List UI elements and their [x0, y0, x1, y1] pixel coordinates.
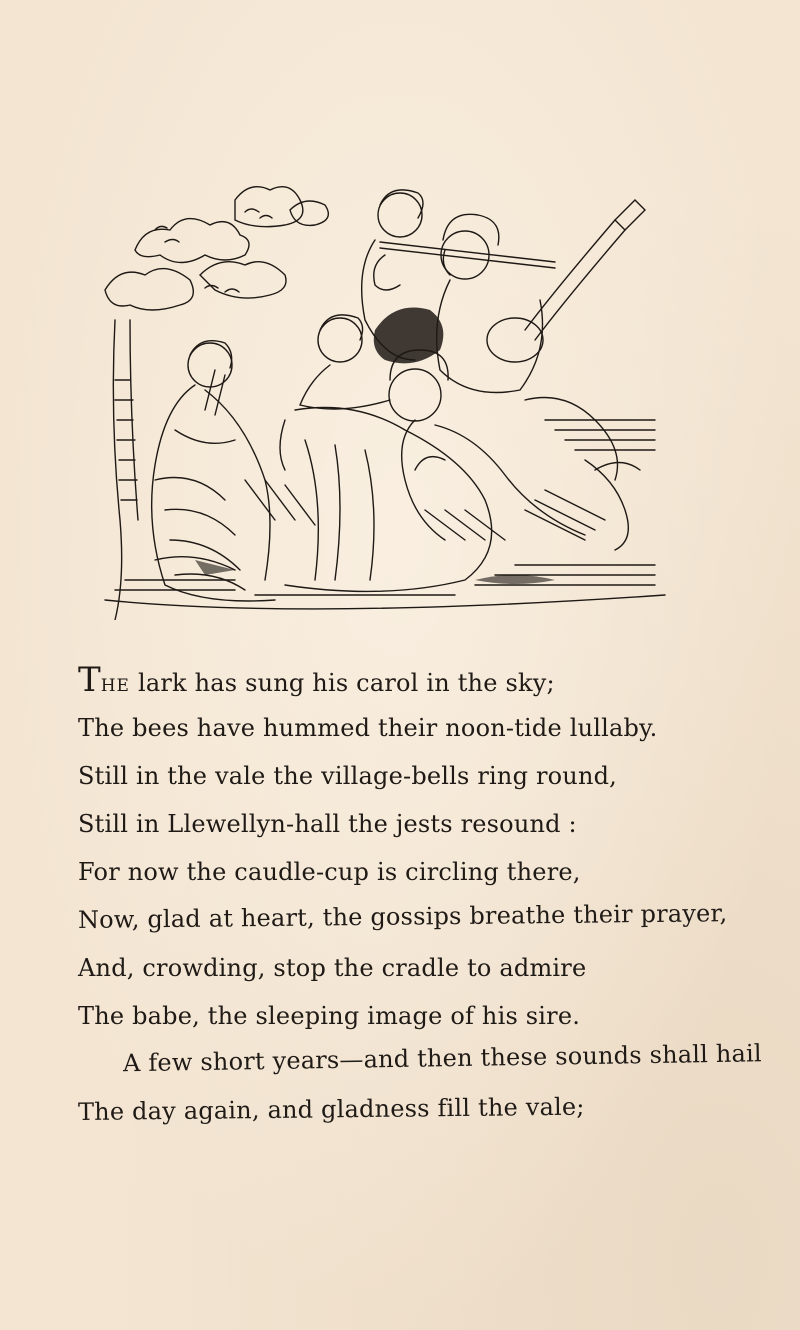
small-caps-word: HE	[100, 676, 130, 696]
poem-line-10: The day again, and gladness fill the vale;	[77, 1092, 585, 1126]
poem-line-7: And, crowding, stop the cradle to admire	[78, 954, 587, 982]
poem-line-9: A few short years—and then these sounds shall hail	[122, 1039, 762, 1078]
poem-line-1-rest: lark has sung his carol in the sky;	[137, 669, 555, 697]
poem-text	[77, 660, 762, 1148]
poem-line-5: For now the caudle-cup is circling there,	[78, 858, 581, 886]
poem-line-6: Now, glad at heart, the gossips breathe their prayer,	[77, 899, 728, 934]
poem-line-2: The bees have hummed their noon-tide lullaby.	[78, 714, 658, 742]
engraving-illustration	[95, 180, 670, 620]
drop-cap: T	[78, 660, 101, 700]
poem-line-4: Still in Llewellyn-hall the jests resound :	[78, 810, 577, 838]
poem-line-3: Still in the vale the village-bells ring round,	[78, 762, 618, 790]
poem-line-8: The babe, the sleeping image of his sire.	[78, 1002, 581, 1030]
poem-line-1	[78, 660, 758, 700]
engraving-musicians-scene-icon	[95, 180, 670, 620]
